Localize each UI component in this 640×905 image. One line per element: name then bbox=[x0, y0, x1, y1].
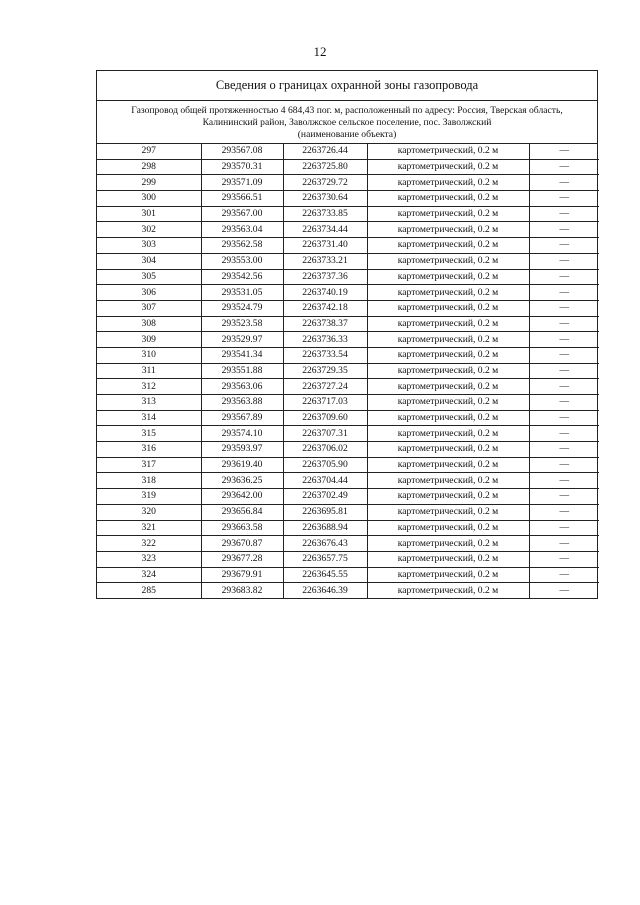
dash-mark: — bbox=[559, 208, 570, 220]
dash-mark: — bbox=[559, 317, 570, 329]
description-cell bbox=[529, 222, 599, 238]
point-number-cell: 322 bbox=[97, 536, 201, 552]
point-number-cell: 305 bbox=[97, 269, 201, 285]
method-accuracy-cell: картометрический, 0.2 м bbox=[367, 379, 529, 395]
x-coordinate-cell: 293524.79 bbox=[201, 300, 283, 316]
point-number-cell: 324 bbox=[97, 567, 201, 583]
method-accuracy-cell: картометрический, 0.2 м bbox=[367, 222, 529, 238]
point-number-cell: 298 bbox=[97, 159, 201, 175]
point-number-cell: 320 bbox=[97, 504, 201, 520]
point-number-cell: 311 bbox=[97, 363, 201, 379]
y-coordinate-cell: 2263742.18 bbox=[283, 300, 367, 316]
table-row bbox=[97, 285, 599, 301]
y-coordinate-cell: 2263707.31 bbox=[283, 426, 367, 442]
table-row bbox=[97, 551, 599, 567]
table-row bbox=[97, 144, 599, 159]
method-accuracy-cell: картометрический, 0.2 м bbox=[367, 395, 529, 411]
coordinates-table bbox=[97, 144, 599, 598]
description-cell bbox=[529, 551, 599, 567]
table-row bbox=[97, 473, 599, 489]
dash-mark: — bbox=[559, 443, 570, 455]
point-number-cell: 317 bbox=[97, 457, 201, 473]
y-coordinate-cell: 2263717.03 bbox=[283, 395, 367, 411]
dash-mark: — bbox=[559, 380, 570, 392]
dash-mark: — bbox=[559, 161, 570, 173]
table-row bbox=[97, 191, 599, 207]
description-cell bbox=[529, 410, 599, 426]
dash-mark: — bbox=[559, 459, 570, 471]
dash-mark: — bbox=[559, 412, 570, 424]
x-coordinate-cell: 293663.58 bbox=[201, 520, 283, 536]
table-row bbox=[97, 442, 599, 458]
description-cell bbox=[529, 489, 599, 505]
dash-mark: — bbox=[559, 521, 570, 533]
method-accuracy-cell: картометрический, 0.2 м bbox=[367, 144, 529, 159]
description-cell bbox=[529, 159, 599, 175]
y-coordinate-cell: 2263733.54 bbox=[283, 347, 367, 363]
y-coordinate-cell: 2263704.44 bbox=[283, 473, 367, 489]
x-coordinate-cell: 293529.97 bbox=[201, 332, 283, 348]
description-cell bbox=[529, 238, 599, 254]
page-number: 12 bbox=[313, 44, 327, 59]
point-number-cell: 310 bbox=[97, 347, 201, 363]
dash-mark: — bbox=[559, 333, 570, 345]
method-accuracy-cell: картометрический, 0.2 м bbox=[367, 175, 529, 191]
x-coordinate-cell: 293683.82 bbox=[201, 583, 283, 598]
description-cell bbox=[529, 253, 599, 269]
method-accuracy-cell: картометрический, 0.2 м bbox=[367, 504, 529, 520]
method-accuracy-cell: картометрический, 0.2 м bbox=[367, 332, 529, 348]
object-description-line-1: Газопровод общей протяженностью 4 684,43 пог. м, расположенный по адресу: Россия, Тверская область, bbox=[131, 105, 563, 116]
y-coordinate-cell: 2263733.21 bbox=[283, 253, 367, 269]
y-coordinate-cell: 2263734.44 bbox=[283, 222, 367, 238]
table-row bbox=[97, 489, 599, 505]
description-cell bbox=[529, 457, 599, 473]
table-row bbox=[97, 332, 599, 348]
method-accuracy-cell: картометрический, 0.2 м bbox=[367, 583, 529, 598]
x-coordinate-cell: 293670.87 bbox=[201, 536, 283, 552]
y-coordinate-cell: 2263676.43 bbox=[283, 536, 367, 552]
description-cell bbox=[529, 269, 599, 285]
point-number-cell: 316 bbox=[97, 442, 201, 458]
table-row bbox=[97, 536, 599, 552]
description-cell bbox=[529, 504, 599, 520]
point-number-cell: 301 bbox=[97, 206, 201, 222]
x-coordinate-cell: 293563.06 bbox=[201, 379, 283, 395]
description-cell bbox=[529, 520, 599, 536]
dash-mark: — bbox=[559, 270, 570, 282]
dash-mark: — bbox=[559, 490, 570, 502]
description-cell bbox=[529, 285, 599, 301]
dash-mark: — bbox=[559, 176, 570, 188]
y-coordinate-cell: 2263702.49 bbox=[283, 489, 367, 505]
y-coordinate-cell: 2263729.35 bbox=[283, 363, 367, 379]
point-number-cell: 302 bbox=[97, 222, 201, 238]
table-row bbox=[97, 347, 599, 363]
x-coordinate-cell: 293567.00 bbox=[201, 206, 283, 222]
dash-mark: — bbox=[559, 302, 570, 314]
dash-mark: — bbox=[559, 223, 570, 235]
method-accuracy-cell: картометрический, 0.2 м bbox=[367, 457, 529, 473]
point-number-cell: 303 bbox=[97, 238, 201, 254]
y-coordinate-cell: 2263709.60 bbox=[283, 410, 367, 426]
description-cell bbox=[529, 536, 599, 552]
method-accuracy-cell: картометрический, 0.2 м bbox=[367, 285, 529, 301]
point-number-cell: 312 bbox=[97, 379, 201, 395]
method-accuracy-cell: картометрический, 0.2 м bbox=[367, 473, 529, 489]
y-coordinate-cell: 2263733.85 bbox=[283, 206, 367, 222]
y-coordinate-cell: 2263725.80 bbox=[283, 159, 367, 175]
y-coordinate-cell: 2263736.33 bbox=[283, 332, 367, 348]
table-row bbox=[97, 300, 599, 316]
y-coordinate-cell: 2263688.94 bbox=[283, 520, 367, 536]
point-number-cell: 314 bbox=[97, 410, 201, 426]
point-number-cell: 313 bbox=[97, 395, 201, 411]
method-accuracy-cell: картометрический, 0.2 м bbox=[367, 536, 529, 552]
point-number-cell: 323 bbox=[97, 551, 201, 567]
x-coordinate-cell: 293574.10 bbox=[201, 426, 283, 442]
y-coordinate-cell: 2263730.64 bbox=[283, 191, 367, 207]
point-number-cell: 319 bbox=[97, 489, 201, 505]
description-cell bbox=[529, 395, 599, 411]
x-coordinate-cell: 293593.97 bbox=[201, 442, 283, 458]
dash-mark: — bbox=[559, 396, 570, 408]
description-cell bbox=[529, 300, 599, 316]
dash-mark: — bbox=[559, 568, 570, 580]
point-number-cell: 318 bbox=[97, 473, 201, 489]
x-coordinate-cell: 293531.05 bbox=[201, 285, 283, 301]
dash-mark: — bbox=[559, 553, 570, 565]
method-accuracy-cell: картометрический, 0.2 м bbox=[367, 489, 529, 505]
method-accuracy-cell: картометрический, 0.2 м bbox=[367, 238, 529, 254]
y-coordinate-cell: 2263738.37 bbox=[283, 316, 367, 332]
table-row bbox=[97, 504, 599, 520]
method-accuracy-cell: картометрический, 0.2 м bbox=[367, 316, 529, 332]
method-accuracy-cell: картометрический, 0.2 м bbox=[367, 347, 529, 363]
method-accuracy-cell: картометрический, 0.2 м bbox=[367, 206, 529, 222]
method-accuracy-cell: картометрический, 0.2 м bbox=[367, 442, 529, 458]
description-cell bbox=[529, 144, 599, 159]
method-accuracy-cell: картометрический, 0.2 м bbox=[367, 363, 529, 379]
y-coordinate-cell: 2263705.90 bbox=[283, 457, 367, 473]
table-row bbox=[97, 159, 599, 175]
description-cell bbox=[529, 191, 599, 207]
x-coordinate-cell: 293566.51 bbox=[201, 191, 283, 207]
table-row bbox=[97, 175, 599, 191]
description-cell bbox=[529, 332, 599, 348]
y-coordinate-cell: 2263706.02 bbox=[283, 442, 367, 458]
x-coordinate-cell: 293677.28 bbox=[201, 551, 283, 567]
point-number-cell: 304 bbox=[97, 253, 201, 269]
dash-mark: — bbox=[559, 364, 570, 376]
description-cell bbox=[529, 175, 599, 191]
x-coordinate-cell: 293567.89 bbox=[201, 410, 283, 426]
description-cell bbox=[529, 347, 599, 363]
table-row bbox=[97, 316, 599, 332]
table-row bbox=[97, 206, 599, 222]
y-coordinate-cell: 2263729.72 bbox=[283, 175, 367, 191]
y-coordinate-cell: 2263731.40 bbox=[283, 238, 367, 254]
dash-mark: — bbox=[559, 584, 570, 596]
x-coordinate-cell: 293563.04 bbox=[201, 222, 283, 238]
y-coordinate-cell: 2263645.55 bbox=[283, 567, 367, 583]
dash-mark: — bbox=[559, 474, 570, 486]
boundary-document bbox=[96, 70, 598, 599]
dash-mark: — bbox=[559, 255, 570, 267]
dash-mark: — bbox=[559, 192, 570, 204]
point-number-cell: 285 bbox=[97, 583, 201, 598]
point-number-cell: 321 bbox=[97, 520, 201, 536]
description-cell bbox=[529, 473, 599, 489]
y-coordinate-cell: 2263726.44 bbox=[283, 144, 367, 159]
description-cell bbox=[529, 206, 599, 222]
y-coordinate-cell: 2263695.81 bbox=[283, 504, 367, 520]
dash-mark: — bbox=[559, 239, 570, 251]
method-accuracy-cell: картометрический, 0.2 м bbox=[367, 520, 529, 536]
x-coordinate-cell: 293562.58 bbox=[201, 238, 283, 254]
point-number-cell: 297 bbox=[97, 144, 201, 159]
table-row bbox=[97, 395, 599, 411]
y-coordinate-cell: 2263740.19 bbox=[283, 285, 367, 301]
method-accuracy-cell: картометрический, 0.2 м bbox=[367, 253, 529, 269]
point-number-cell: 307 bbox=[97, 300, 201, 316]
x-coordinate-cell: 293570.31 bbox=[201, 159, 283, 175]
dash-mark: — bbox=[559, 506, 570, 518]
x-coordinate-cell: 293571.09 bbox=[201, 175, 283, 191]
y-coordinate-cell: 2263727.24 bbox=[283, 379, 367, 395]
description-cell bbox=[529, 316, 599, 332]
table-row bbox=[97, 379, 599, 395]
method-accuracy-cell: картометрический, 0.2 м bbox=[367, 410, 529, 426]
method-accuracy-cell: картометрический, 0.2 м bbox=[367, 300, 529, 316]
x-coordinate-cell: 293567.08 bbox=[201, 144, 283, 159]
table-row bbox=[97, 410, 599, 426]
x-coordinate-cell: 293523.58 bbox=[201, 316, 283, 332]
x-coordinate-cell: 293563.88 bbox=[201, 395, 283, 411]
dash-mark: — bbox=[559, 286, 570, 298]
x-coordinate-cell: 293551.88 bbox=[201, 363, 283, 379]
x-coordinate-cell: 293553.00 bbox=[201, 253, 283, 269]
description-cell bbox=[529, 583, 599, 598]
method-accuracy-cell: картометрический, 0.2 м bbox=[367, 159, 529, 175]
y-coordinate-cell: 2263737.36 bbox=[283, 269, 367, 285]
object-description bbox=[97, 101, 597, 144]
method-accuracy-cell: картометрический, 0.2 м bbox=[367, 191, 529, 207]
description-cell bbox=[529, 567, 599, 583]
x-coordinate-cell: 293679.91 bbox=[201, 567, 283, 583]
table-row bbox=[97, 567, 599, 583]
table-row bbox=[97, 583, 599, 598]
dash-mark: — bbox=[559, 537, 570, 549]
object-name-caption: (наименование объекта) bbox=[297, 129, 397, 140]
dash-mark: — bbox=[559, 145, 570, 157]
description-cell bbox=[529, 426, 599, 442]
method-accuracy-cell: картометрический, 0.2 м bbox=[367, 567, 529, 583]
table-row bbox=[97, 269, 599, 285]
table-row bbox=[97, 426, 599, 442]
method-accuracy-cell: картометрический, 0.2 м bbox=[367, 269, 529, 285]
table-row bbox=[97, 457, 599, 473]
point-number-cell: 315 bbox=[97, 426, 201, 442]
point-number-cell: 308 bbox=[97, 316, 201, 332]
dash-mark: — bbox=[559, 349, 570, 361]
x-coordinate-cell: 293542.56 bbox=[201, 269, 283, 285]
method-accuracy-cell: картометрический, 0.2 м bbox=[367, 551, 529, 567]
x-coordinate-cell: 293642.00 bbox=[201, 489, 283, 505]
table-row bbox=[97, 253, 599, 269]
point-number-cell: 309 bbox=[97, 332, 201, 348]
object-description-line-2: Калининский район, Заволжское сельское поселение, пос. Заволжский bbox=[202, 117, 492, 128]
table-row bbox=[97, 222, 599, 238]
point-number-cell: 299 bbox=[97, 175, 201, 191]
point-number-cell: 300 bbox=[97, 191, 201, 207]
x-coordinate-cell: 293656.84 bbox=[201, 504, 283, 520]
method-accuracy-cell: картометрический, 0.2 м bbox=[367, 426, 529, 442]
x-coordinate-cell: 293541.34 bbox=[201, 347, 283, 363]
table-row bbox=[97, 238, 599, 254]
x-coordinate-cell: 293619.40 bbox=[201, 457, 283, 473]
description-cell bbox=[529, 442, 599, 458]
description-cell bbox=[529, 379, 599, 395]
point-number-cell: 306 bbox=[97, 285, 201, 301]
document-title: Сведения о границах охранной зоны газопровода bbox=[97, 71, 597, 101]
description-cell bbox=[529, 363, 599, 379]
table-row bbox=[97, 520, 599, 536]
y-coordinate-cell: 2263657.75 bbox=[283, 551, 367, 567]
dash-mark: — bbox=[559, 427, 570, 439]
y-coordinate-cell: 2263646.39 bbox=[283, 583, 367, 598]
table-row bbox=[97, 363, 599, 379]
x-coordinate-cell: 293636.25 bbox=[201, 473, 283, 489]
